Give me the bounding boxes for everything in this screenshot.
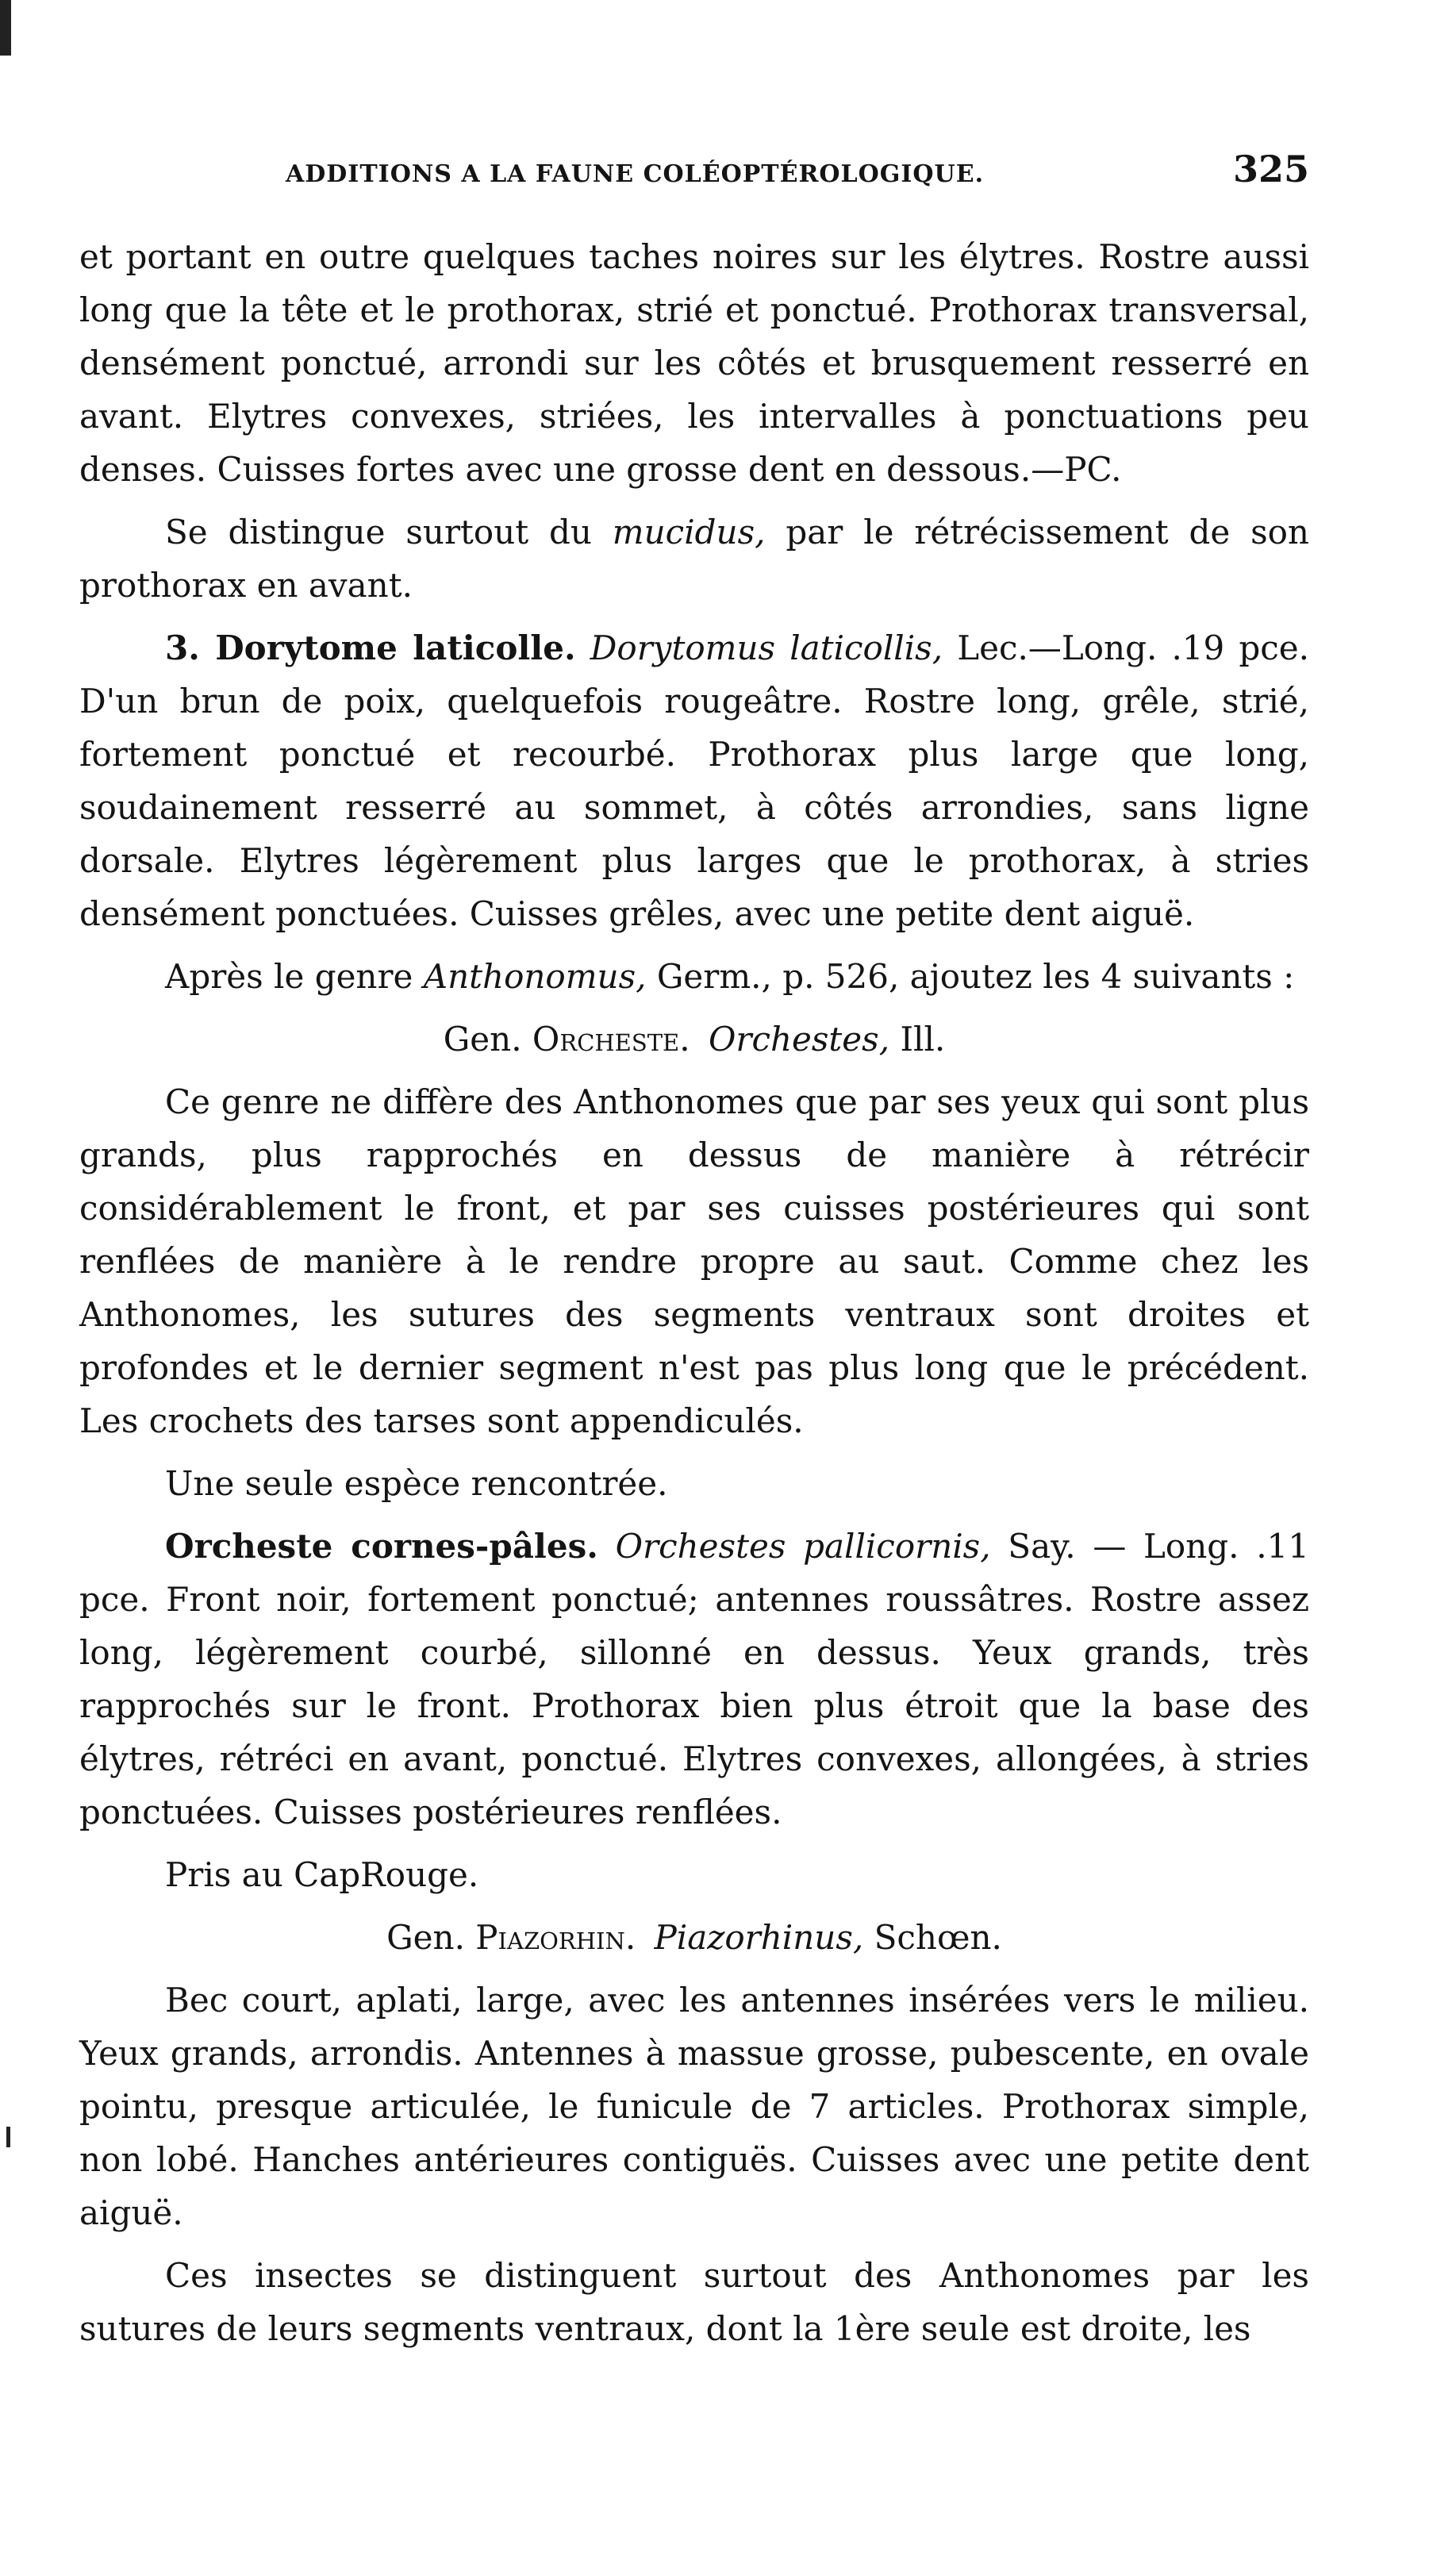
scan-edge-mark (6, 2127, 10, 2147)
page-header (286, 148, 1309, 190)
latin-name: Dorytomus laticollis, (590, 628, 943, 667)
paragraph: Ce genre ne diffère des Anthonomes que par ses yeux qui sont plus grands, plus rapprochés en dessus de manière à rétrécir considérablement le front, et par ses cuisses postérieures qui sont renflées de manière à le rendre propre au saut. Comme chez les Anthonomes, les sutures des segments ventraux sont droites et profondes et le dernier segment n'est pas plus long que le précédent. Les crochets des tarses sont appendiculés. (79, 1082, 1309, 1440)
latin-name: Anthonomus, (423, 957, 647, 996)
latin-name: Orchestes, (708, 1020, 890, 1059)
paragraph (79, 505, 1309, 612)
genus-heading (79, 1911, 1309, 1964)
paragraph (79, 950, 1309, 1003)
running-title: ADDITIONS A LA FAUNE COLÉOPTÉROLOGIQUE. (286, 160, 985, 188)
text-run: Après le genre (165, 957, 413, 996)
genus-name: Piazorhin. (475, 1918, 636, 1957)
text-run: Gen. (386, 1918, 465, 1957)
species-entry (79, 1520, 1309, 1839)
genus-name: Orcheste. (532, 1020, 690, 1059)
species-description: Lec.—Long. .19 pce. D'un brun de poix, quelquefois rougeâtre. Rostre long, grêle, strié, fortement ponctué et recourbé. Prothorax plus large que long, soudainement resserré au sommet, à côtés arrondies, sans ligne dorsale. Elytres légèrement plus larges que le prothorax, à stries densément ponctuées. Cuisses grêles, avec une petite dent aiguë. (79, 628, 1309, 933)
species-name: Orcheste cornes-pâles. (165, 1527, 598, 1566)
latin-name: Orchestes pallicornis, (615, 1527, 991, 1566)
latin-name: mucidus, (612, 513, 766, 552)
species-entry (79, 621, 1309, 940)
paragraph: Une seule espèce rencontrée. (165, 1464, 668, 1503)
paragraph: Pris au CapRouge. (165, 1855, 479, 1894)
page-number: 325 (1232, 148, 1309, 190)
text-run: Germ., p. 526, ajoutez les 4 suivants : (656, 957, 1295, 996)
author-name: Ill. (900, 1020, 946, 1059)
paragraph: Ces insectes se distinguent surtout des Anthonomes par les sutures de leurs segments ventraux, dont la 1ère seule est droite, les (79, 2256, 1309, 2348)
latin-name: Piazorhinus, (654, 1918, 864, 1957)
species-description: Say. — Long. .11 pce. Front noir, fortement ponctué; antennes roussâtres. Rostre assez long, légèrement courbé, sillonné en dessus. Yeux grands, très rapprochés sur le front. Prothorax bien plus étroit que la base des élytres, rétréci en avant, ponctué. Elytres convexes, allongées, à stries ponctuées. Cuisses postérieures renflées. (79, 1527, 1309, 1831)
paragraph: et portant en outre quelques taches noires sur les élytres. Rostre aussi long que la tête et le prothorax, strié et ponctué. Prothorax transversal, densément ponctué, arrondi sur les côtés et brusquement resserré en avant. Elytres convexes, striées, les intervalles à ponctuations peu denses. Cuisses fortes avec une grosse dent en dessous.—PC. (79, 237, 1309, 489)
author-name: Schœn. (874, 1918, 1002, 1957)
genus-heading (79, 1013, 1309, 1066)
species-name: 3. Dorytome laticolle. (165, 628, 576, 667)
text-run: Gen. (443, 1020, 522, 1059)
text-run: Se distingue surtout du (165, 513, 592, 552)
body-text (79, 230, 1309, 2365)
text-run: par le rétrécissement de son prothorax en avant. (79, 513, 1309, 605)
paragraph: Bec court, aplati, large, avec les antennes insérées vers le milieu. Yeux grands, arrondis. Antennes à massue grosse, pubescente, en ovale pointu, presque articulée, le funicule de 7 articles. Prothorax simple, non lobé. Hanches antérieures contiguës. Cuisses avec une petite dent aiguë. (79, 1981, 1309, 2232)
scan-edge-mark (0, 0, 11, 56)
